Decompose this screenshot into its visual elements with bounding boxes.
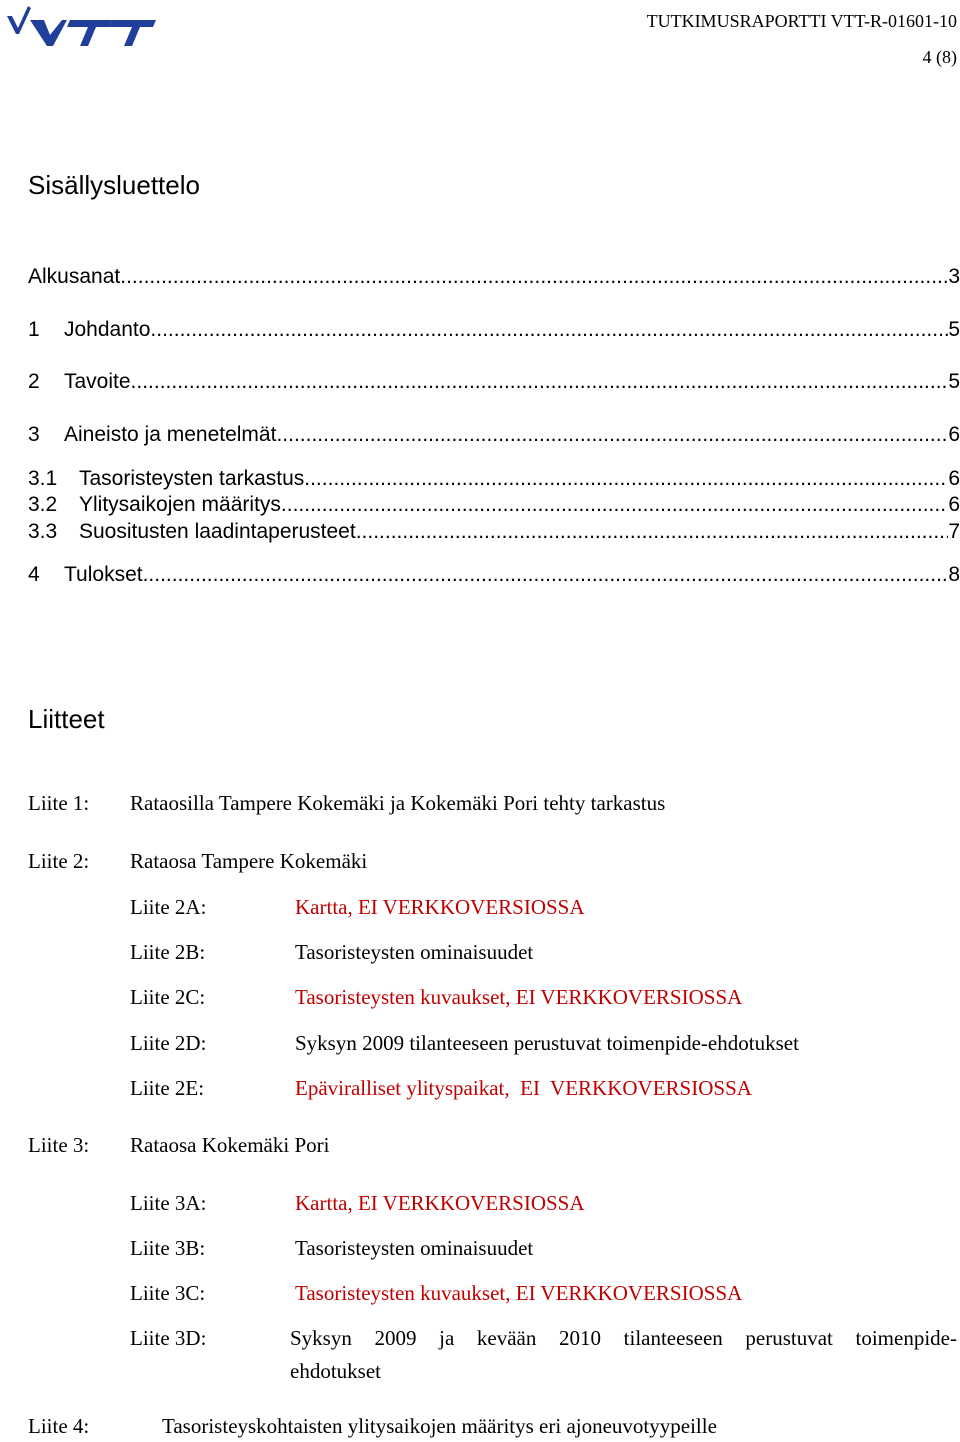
sub-appendix-label: Liite 2B: bbox=[130, 940, 206, 964]
sub-appendix-label: Liite 3A: bbox=[130, 1191, 207, 1215]
appendix-label: Liite 3: bbox=[28, 1133, 90, 1157]
sub-appendix-label: Liite 2E: bbox=[130, 1076, 205, 1100]
toc-entry-number: 3.3 bbox=[28, 520, 58, 543]
sub-appendix-label: Liite 3D: bbox=[130, 1326, 207, 1350]
page-number: 4 (8) bbox=[922, 47, 957, 67]
toc-entry-title: Aineisto ja menetelmät bbox=[64, 423, 277, 446]
sub-appendix-title: Tasoristeysten kuvaukset, EI VERKKOVERSIOSSA bbox=[295, 1281, 743, 1305]
toc-entry[interactable] bbox=[28, 467, 960, 491]
toc-heading: Sisällysluettelo bbox=[28, 170, 200, 200]
toc-entry-page: 6 bbox=[948, 467, 960, 490]
toc-entry-page: 5 bbox=[948, 318, 960, 341]
toc-entry[interactable] bbox=[28, 520, 960, 544]
sub-appendix-title-line2: ehdotukset bbox=[290, 1359, 381, 1383]
toc-entry[interactable] bbox=[28, 265, 960, 289]
sub-appendix-title: Tasoristeysten kuvaukset, EI VERKKOVERSIOSSA bbox=[295, 985, 743, 1009]
vtt-logo bbox=[4, 2, 156, 52]
toc-leader-dots bbox=[276, 423, 948, 447]
toc-entry-page: 5 bbox=[948, 370, 960, 393]
sub-appendix-label: Liite 3C: bbox=[130, 1281, 206, 1305]
toc-entry-number: 3.1 bbox=[28, 467, 58, 490]
toc-entry-number: 2 bbox=[28, 370, 40, 393]
appendix-label: Liite 2: bbox=[28, 849, 90, 873]
toc-leader-dots bbox=[150, 318, 948, 342]
toc-entry-number: 3.2 bbox=[28, 493, 58, 516]
sub-appendix-title-line1: Syksyn 2009 ja kevään 2010 tilanteeseen perustuvat toimenpide- bbox=[290, 1326, 957, 1350]
toc-entry[interactable] bbox=[28, 563, 960, 587]
toc-leader-dots bbox=[281, 493, 948, 517]
toc-entry-title: Alkusanat bbox=[28, 265, 121, 288]
toc-leader-dots bbox=[304, 467, 948, 491]
sub-appendix-title: Tasoristeysten ominaisuudet bbox=[295, 1236, 534, 1260]
toc-entry-title: Ylitysaikojen määritys bbox=[79, 493, 281, 516]
appendix-title: Tasoristeyskohtaisten ylitysaikojen määritys eri ajoneuvotyypeille bbox=[162, 1414, 717, 1438]
sub-appendix-title: Epäviralliset ylityspaikat, EI VERKKOVERSIOSSA bbox=[295, 1076, 752, 1100]
toc-entry[interactable] bbox=[28, 423, 960, 447]
toc-entry-title: Suositusten laadintaperusteet bbox=[79, 520, 356, 543]
toc-entry-title: Tavoite bbox=[64, 370, 131, 393]
sub-appendix-label: Liite 3B: bbox=[130, 1236, 206, 1260]
toc-entry-number: 4 bbox=[28, 563, 40, 586]
appendices-heading: Liitteet bbox=[28, 704, 105, 734]
toc-entry-title: Tasoristeysten tarkastus bbox=[79, 467, 305, 490]
appendix-title: Rataosilla Tampere Kokemäki ja Kokemäki Pori tehty tarkastus bbox=[130, 791, 666, 815]
toc-entry-page: 6 bbox=[948, 493, 960, 516]
toc-entry-title: Johdanto bbox=[64, 318, 151, 341]
sub-appendix-label: Liite 2C: bbox=[130, 985, 206, 1009]
toc-leader-dots bbox=[356, 520, 949, 544]
toc-leader-dots bbox=[143, 563, 949, 587]
report-id: TUTKIMUSRAPORTTI VTT-R-01601-10 bbox=[646, 11, 957, 31]
sub-appendix-label: Liite 2D: bbox=[130, 1031, 207, 1055]
toc-entry-page: 8 bbox=[948, 563, 960, 586]
toc-entry-number: 3 bbox=[28, 423, 40, 446]
appendix-title: Rataosa Tampere Kokemäki bbox=[130, 849, 368, 873]
appendix-label: Liite 1: bbox=[28, 791, 90, 815]
toc-entry-page: 3 bbox=[948, 265, 960, 288]
sub-appendix-label: Liite 2A: bbox=[130, 895, 207, 919]
toc-entry-page: 6 bbox=[948, 423, 960, 446]
appendix-title: Rataosa Kokemäki Pori bbox=[130, 1133, 330, 1157]
toc-entry-page: 7 bbox=[948, 520, 960, 543]
toc-entry[interactable] bbox=[28, 493, 960, 517]
toc-leader-dots bbox=[120, 265, 948, 289]
toc-entry-title: Tulokset bbox=[64, 563, 143, 586]
sub-appendix-title: Kartta, EI VERKKOVERSIOSSA bbox=[295, 1191, 585, 1215]
toc-leader-dots bbox=[131, 370, 949, 394]
appendix-label: Liite 4: bbox=[28, 1414, 90, 1438]
toc-entry-number: 1 bbox=[28, 318, 40, 341]
sub-appendix-title: Kartta, EI VERKKOVERSIOSSA bbox=[295, 895, 585, 919]
toc-entry[interactable] bbox=[28, 370, 960, 394]
sub-appendix-title: Tasoristeysten ominaisuudet bbox=[295, 940, 534, 964]
toc-entry[interactable] bbox=[28, 318, 960, 342]
sub-appendix-title: Syksyn 2009 tilanteeseen perustuvat toimenpide-ehdotukset bbox=[295, 1031, 799, 1055]
